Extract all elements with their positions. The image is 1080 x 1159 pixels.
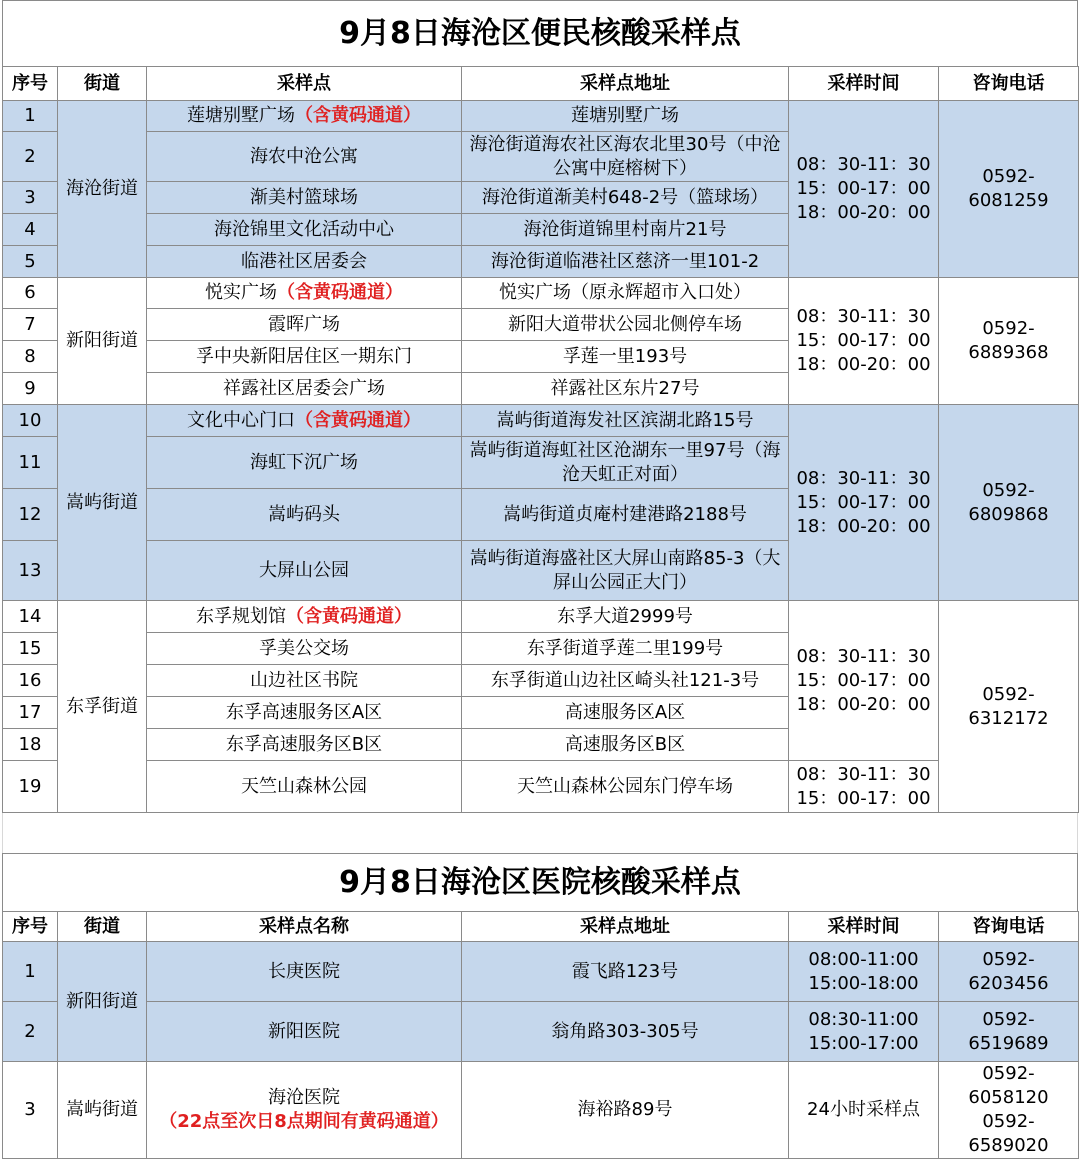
street-cell: 新阳街道 — [58, 942, 147, 1062]
community-sampling-table — [2, 66, 1079, 813]
table-row — [3, 101, 1079, 132]
row-no: 8 — [3, 341, 58, 373]
address-cell: 嵩屿街道海虹社区沧湖东一里97号（海沧天虹正对面） — [462, 437, 789, 489]
site-cell: 霞晖广场 — [147, 309, 462, 341]
site-cell: 祥露社区居委会广场 — [147, 373, 462, 405]
address-cell: 孚莲一里193号 — [462, 341, 789, 373]
header-site: 采样点名称 — [147, 912, 462, 942]
time-line: 15：00-17：00 — [796, 491, 931, 513]
row-no: 3 — [3, 1062, 58, 1159]
row-no: 18 — [3, 729, 58, 761]
time-line: 08:30-11:00 — [808, 1008, 919, 1030]
address-cell: 海沧街道临港社区慈济一里101-2 — [462, 246, 789, 278]
address-cell: 东孚街道孚莲二里199号 — [462, 633, 789, 665]
row-no: 9 — [3, 373, 58, 405]
row-no: 2 — [3, 132, 58, 182]
row-no: 7 — [3, 309, 58, 341]
time-line: 15:00-17:00 — [808, 1032, 919, 1054]
table-row — [3, 761, 1079, 813]
site-cell: 海农中沧公寓 — [147, 132, 462, 182]
header-no: 序号 — [3, 912, 58, 942]
time-line: 08：30-11：30 — [796, 763, 931, 785]
table-row — [3, 1002, 1079, 1062]
time-cell — [789, 405, 939, 601]
time-line: 15：00-17：00 — [796, 178, 931, 199]
row-no: 19 — [3, 761, 58, 813]
site-cell — [147, 601, 462, 633]
street-cell: 东孚街道 — [58, 601, 147, 813]
time-cell — [789, 942, 939, 1002]
time-line: 15：00-17：00 — [796, 330, 931, 351]
site-cell: 嵩屿码头 — [147, 489, 462, 541]
phone-cell: 0592-6809868 — [939, 405, 1079, 601]
street-cell: 新阳街道 — [58, 278, 147, 405]
site-cell: 海虹下沉广场 — [147, 437, 462, 489]
row-no: 5 — [3, 246, 58, 278]
time-cell: 24小时采样点 — [789, 1062, 939, 1159]
time-line: 18：00-20：00 — [796, 693, 931, 715]
address-cell: 嵩屿街道贞庵村建港路2188号 — [462, 489, 789, 541]
phone-line: 0592-6058120 — [968, 1063, 1049, 1108]
time-line: 15：00-17：00 — [796, 669, 931, 691]
time-line: 18：00-20：00 — [796, 515, 931, 537]
address-cell: 悦实广场（原永辉超市入口处） — [462, 278, 789, 309]
site-cell: 新阳医院 — [147, 1002, 462, 1062]
row-no: 2 — [3, 1002, 58, 1062]
site-name: 海沧医院 — [268, 1087, 340, 1108]
phone-cell — [939, 1062, 1079, 1159]
yellow-code-tag: （含黄码通道） — [277, 282, 403, 303]
time-line: 08：30-11：30 — [796, 154, 931, 175]
phone-cell: 0592-6519689 — [939, 1002, 1079, 1062]
row-no: 15 — [3, 633, 58, 665]
row-no: 11 — [3, 437, 58, 489]
header-time: 采样时间 — [789, 67, 939, 101]
header-site: 采样点 — [147, 67, 462, 101]
header-time: 采样时间 — [789, 912, 939, 942]
yellow-code-note: （22点至次日8点期间有黄码通道） — [159, 1111, 449, 1132]
site-cell: 临港社区居委会 — [147, 246, 462, 278]
address-cell: 嵩屿街道海发社区滨湖北路15号 — [462, 405, 789, 437]
row-no: 16 — [3, 665, 58, 697]
table-row — [3, 601, 1079, 633]
site-cell — [147, 278, 462, 309]
address-cell: 霞飞路123号 — [462, 942, 789, 1002]
address-cell: 东孚街道山边社区崎头社121-3号 — [462, 665, 789, 697]
header-address: 采样点地址 — [462, 67, 789, 101]
address-cell: 嵩屿街道海盛社区大屏山南路85-3（大屏山公园正大门） — [462, 541, 789, 601]
phone-cell: 0592-6889368 — [939, 278, 1079, 405]
header-street: 街道 — [58, 912, 147, 942]
site-cell: 渐美村篮球场 — [147, 182, 462, 214]
time-cell — [789, 761, 939, 813]
time-line: 15：00-17：00 — [796, 787, 931, 809]
address-cell: 海沧街道渐美村648-2号（篮球场） — [462, 182, 789, 214]
phone-cell: 0592-6081259 — [939, 101, 1079, 278]
site-cell: 长庚医院 — [147, 942, 462, 1002]
address-cell: 新阳大道带状公园北侧停车场 — [462, 309, 789, 341]
time-line: 08：30-11：30 — [796, 467, 931, 489]
row-no: 1 — [3, 942, 58, 1002]
site-cell: 东孚高速服务区B区 — [147, 729, 462, 761]
address-cell: 莲塘别墅广场 — [462, 101, 789, 132]
site-name: 悦实广场 — [205, 282, 277, 303]
header-phone: 咨询电话 — [939, 912, 1079, 942]
site-cell — [147, 405, 462, 437]
address-cell: 海沧街道海农社区海农北里30号（中沧公寓中庭榕树下） — [462, 132, 789, 182]
site-cell: 山边社区书院 — [147, 665, 462, 697]
row-no: 10 — [3, 405, 58, 437]
phone-cell: 0592-6312172 — [939, 601, 1079, 813]
site-cell: 大屏山公园 — [147, 541, 462, 601]
address-cell: 高速服务区B区 — [462, 729, 789, 761]
site-cell: 孚中央新阳居住区一期东门 — [147, 341, 462, 373]
time-line: 15:00-18:00 — [808, 972, 919, 994]
time-cell — [789, 101, 939, 278]
row-no: 6 — [3, 278, 58, 309]
section-spacer — [2, 813, 1078, 853]
header-no: 序号 — [3, 67, 58, 101]
row-no: 13 — [3, 541, 58, 601]
street-cell: 海沧街道 — [58, 101, 147, 278]
header-address: 采样点地址 — [462, 912, 789, 942]
street-cell: 嵩屿街道 — [58, 405, 147, 601]
yellow-code-tag: （含黄码通道） — [295, 409, 421, 431]
site-cell: 孚美公交场 — [147, 633, 462, 665]
site-name: 东孚规划馆 — [196, 605, 286, 627]
address-cell: 天竺山森林公园东门停车场 — [462, 761, 789, 813]
hospital-table-title: 9月8日海沧区医院核酸采样点 — [2, 853, 1078, 911]
hospital-sampling-table — [2, 911, 1079, 1159]
address-cell: 海裕路89号 — [462, 1062, 789, 1159]
address-cell: 翁角路303-305号 — [462, 1002, 789, 1062]
address-cell: 祥露社区东片27号 — [462, 373, 789, 405]
header-phone: 咨询电话 — [939, 67, 1079, 101]
time-cell — [789, 601, 939, 761]
address-cell: 高速服务区A区 — [462, 697, 789, 729]
table-row — [3, 278, 1079, 309]
row-no: 12 — [3, 489, 58, 541]
site-name: 文化中心门口 — [187, 409, 295, 431]
time-cell — [789, 278, 939, 405]
site-cell: 天竺山森林公园 — [147, 761, 462, 813]
time-line: 08：30-11：30 — [796, 306, 931, 327]
phone-cell: 0592-6203456 — [939, 942, 1079, 1002]
table-row — [3, 405, 1079, 437]
time-cell — [789, 1002, 939, 1062]
yellow-code-tag: （含黄码通道） — [286, 605, 412, 627]
time-line: 08:00-11:00 — [808, 948, 919, 970]
site-cell: 海沧锦里文化活动中心 — [147, 214, 462, 246]
site-cell — [147, 101, 462, 132]
street-cell: 嵩屿街道 — [58, 1062, 147, 1159]
time-line: 18：00-20：00 — [796, 354, 931, 375]
table-row — [3, 942, 1079, 1002]
row-no: 17 — [3, 697, 58, 729]
site-cell — [147, 1062, 462, 1159]
header-street: 街道 — [58, 67, 147, 101]
community-table-title: 9月8日海沧区便民核酸采样点 — [2, 0, 1078, 66]
row-no: 4 — [3, 214, 58, 246]
site-name: 莲塘别墅广场 — [187, 105, 295, 126]
yellow-code-tag: （含黄码通道） — [295, 105, 421, 126]
time-line: 08：30-11：30 — [796, 645, 931, 667]
address-cell: 东孚大道2999号 — [462, 601, 789, 633]
table-row — [3, 1062, 1079, 1159]
row-no: 3 — [3, 182, 58, 214]
row-no: 1 — [3, 101, 58, 132]
phone-line: 0592-6589020 — [968, 1111, 1049, 1156]
row-no: 14 — [3, 601, 58, 633]
site-cell: 东孚高速服务区A区 — [147, 697, 462, 729]
address-cell: 海沧街道锦里村南片21号 — [462, 214, 789, 246]
time-line: 18：00-20：00 — [796, 202, 931, 223]
